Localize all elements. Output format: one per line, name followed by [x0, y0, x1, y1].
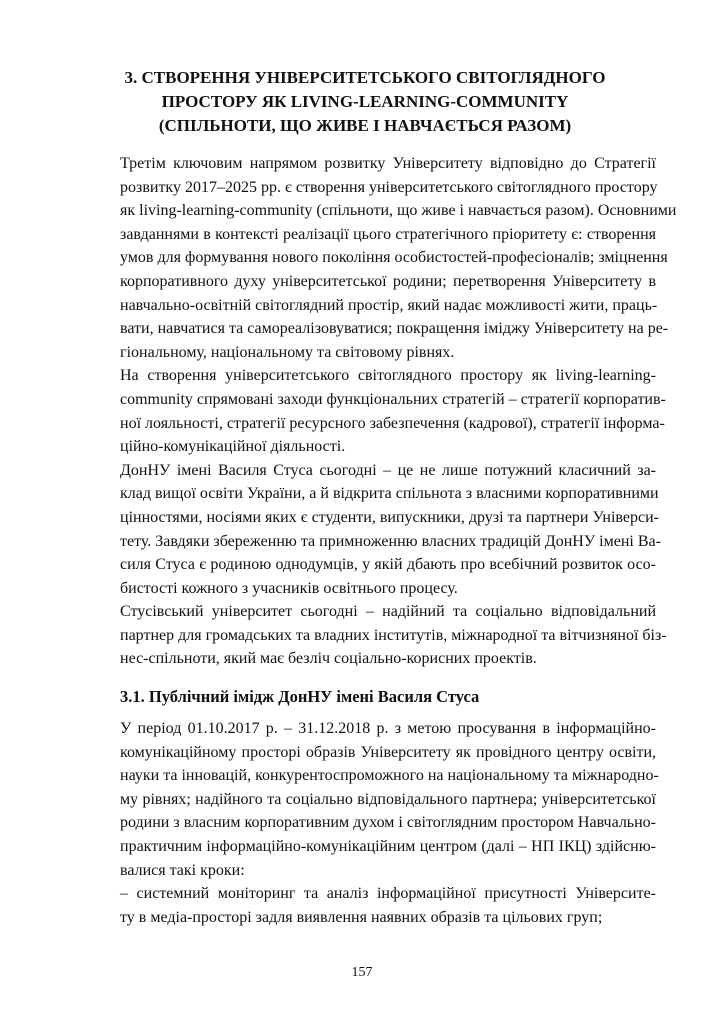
- text-line: навчально-освітній світоглядний простір, який надає можливості жити, праць-: [120, 296, 658, 314]
- text-line: – системний моніторинг та аналіз інформаційної присутності Університе-: [120, 885, 656, 903]
- text-line: комунікаційному просторі образів Університету як провідного центру освіти,: [120, 743, 656, 761]
- title-line: (СПІЛЬНОТИ, ЩО ЖИВЕ І НАВЧАЄТЬСЯ РАЗОМ): [158, 116, 572, 135]
- text-line: родини з власним корпоративним духом і світоглядним простором Навчально-: [120, 814, 656, 832]
- text-line: му рівнях; надійного та соціально відповідального партнера; університетської: [120, 790, 656, 808]
- text-line: Стусівський університет сьогодні – надійний та соціально відповідальний: [120, 603, 656, 621]
- paragraph: [72, 152, 677, 364]
- text-line: цінностями, носіями яких є студенти, випускники, друзі та партнери Універси-: [120, 508, 659, 526]
- text-line: ційно-комунікаційної діяльності.: [120, 438, 346, 456]
- section-heading: 3.1. Публічний імідж ДонНУ імені Василя Стуса: [120, 687, 480, 706]
- text-line: корпоративного духу університетської родини; перетворення Університету в: [120, 272, 656, 290]
- text-line: науки та інновацій, конкурентоспроможного на національному та міжнародно-: [120, 767, 659, 785]
- page-number: 157: [351, 965, 373, 980]
- text-line: клад вищої освіти України, а й відкрита спільнота з власними корпоративними: [120, 485, 659, 503]
- paragraph: [72, 364, 666, 458]
- text-line: практичним інформаційно-комунікаційним центром (далі – НП ІКЦ) здійсню-: [120, 837, 656, 855]
- list-item: [72, 882, 656, 929]
- text-line: партнер для громадських та владних інститутів, міжнародної та вітчизняної біз-: [120, 626, 667, 644]
- text-line: У період 01.10.2017 р. – 31.12.2018 р. з метою просування в інформаційно-: [120, 720, 656, 737]
- title-line: ПРОСТОРУ ЯК LIVING-LEARNING-COMMUNITY: [161, 92, 569, 111]
- paragraph: [72, 717, 659, 882]
- title-line: 3. СТВОРЕННЯ УНІВЕРСИТЕТСЬКОГО СВІТОГЛЯДНОГО: [124, 68, 606, 87]
- text-line: валися такі кроки:: [120, 861, 245, 879]
- text-line: Третім ключовим напрямом розвитку Університету відповідно до Стратегії: [120, 155, 656, 172]
- text-line: ної лояльності, стратегії ресурсного забезпечення (кадрової), стратегії інформа-: [120, 414, 665, 432]
- text-line: умов для формування нового покоління особистостей-професіоналів; зміцнення: [120, 249, 668, 267]
- text-line: ДонНУ імені Василя Стуса сьогодні – це не лише потужний класичний за-: [120, 461, 656, 479]
- text-line: community спрямовані заходи функціональних стратегій – стратегії корпоратив-: [120, 390, 666, 408]
- text-line: як living-learning-community (спільноти, що живе і навчається разом). Основними: [120, 202, 677, 220]
- text-line: гіональному, національному та світовому рівнях.: [120, 343, 455, 361]
- text-line: завданнями в контексті реалізації цього стратегічного пріоритету є: створення: [120, 225, 656, 243]
- text-line: нес-спільноти, який має безліч соціально-корисних проектів.: [120, 650, 537, 668]
- text-line: силя Стуса є родиною однодумців, у якій дбають про всебічний розвиток осо-: [120, 556, 656, 574]
- section-body: [72, 717, 659, 929]
- text-line: бистості кожного з учасників освітнього процесу.: [120, 579, 458, 597]
- chapter-intro: [72, 152, 677, 671]
- text-line: розвитку 2017–2025 рр. є створення університетського світоглядного простору: [120, 178, 658, 196]
- text-line: ту в медіа-просторі задля виявлення наявних образів та цільових груп;: [120, 908, 603, 926]
- text-line: На створення університетського світоглядного простору як living-learning-: [120, 367, 656, 385]
- chapter-title: [70, 66, 660, 138]
- paragraph: [72, 600, 667, 671]
- paragraph: [72, 459, 661, 601]
- text-line: тету. Завдяки збереженню та примноженню власних традицій ДонНУ імені Ва-: [120, 532, 661, 550]
- text-line: вати, навчатися та самореалізовуватися; покращення іміджу Університету на ре-: [120, 320, 669, 338]
